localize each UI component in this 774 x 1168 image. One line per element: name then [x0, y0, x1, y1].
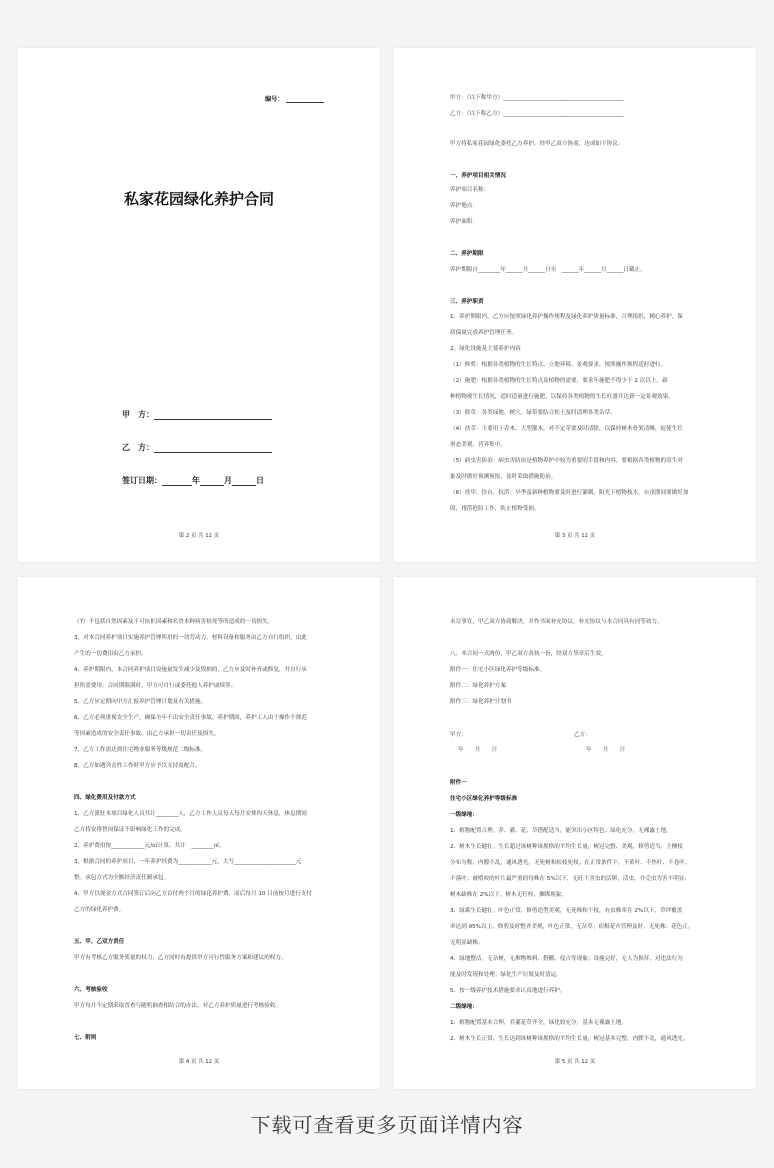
page-footer: 第 3 页 共 12 页 [554, 533, 596, 539]
body-line: 乙方将安排替岗保证不影响绿化工作的完成。 [74, 827, 186, 833]
body-line: 3、绿篱生长健壮。叶色正常，修剪造型美观，无死株和干枝，有虫株率在 2%以下，草坪覆盖 [450, 908, 683, 914]
body-line: 甲方有考核乙方服务质量的权力，乙方同时有提供甲方可行性服务方案和建议的权力。 [74, 955, 287, 961]
contract-title: 私家花园绿化养护合同 [123, 190, 274, 208]
body-line: 3、根据合同的养护项目，一年养护经费为____________元，大写______________________元 [74, 859, 302, 865]
body-line: 八、本合同一式两份，甲乙双方各执一份，经双方签章后生效。 [450, 651, 607, 657]
body-line: 4、绿地整洁，无杂树，无堆物堆料、搭棚、侵占等现象；设施完好，无人为损坏，对违法行为 [450, 956, 683, 962]
body-line: （2）施肥：根据各类植物的生长特点及植物的需要，要求年施肥不得少于 2 次以上，新 [450, 378, 668, 384]
contract-page-3 [394, 48, 756, 562]
serial-number-blank [286, 96, 324, 103]
section-heading: 三、养护职责 [450, 299, 484, 305]
body-line: 1、植物配置合理。乔、灌、花、草搭配适当，能突出小区特色；绿化充分，无裸露土地。 [450, 828, 672, 834]
body-line: 3、对本合同养护项目实施养护管理所用的一切劳动力、材料设备和服务由乙方自行组织，由此 [74, 635, 307, 641]
body-line: 种植物视生长情况，适时适量进行施肥，以保持各类植物的生长旺盛并达到一定景观效果。 [450, 394, 674, 400]
body-line: 4、甲方以现金方式合同签订后向乙方首付两个月的绿化养护费，而后每月 10 日前按月进行支付 [74, 891, 312, 897]
signature-date-a: 年 月 日 [458, 747, 498, 753]
signature-party-a: 甲方： [450, 732, 467, 738]
body-line: 未尽事宜，甲乙双方协商解决，并作书面补充协议，补充协议与本合同具有同等效力。 [450, 619, 663, 625]
body-line: 乙方的绿化养护费。 [74, 907, 125, 913]
signature-date-b: 年 月 日 [586, 747, 626, 753]
body-line: 附件一：住宅小区绿化养护等级标准。 [450, 667, 546, 673]
sign-date-month: 月 [224, 476, 232, 485]
serial-number-label: 编号： [265, 96, 284, 103]
section-heading: 四、绿化费用及付款方式 [74, 795, 136, 801]
body-line: 养护面积： [450, 219, 478, 225]
body-line: 1、养护期限内，乙方应按照绿化养护操作规程及绿化养护质量标准，合理组织，精心养护，保 [450, 314, 683, 320]
body-line: 1、乙方派驻本项目绿化人员共计________人，乙方工作人员每人每月安排四天休息，休息期间 [74, 811, 307, 817]
page-footer: 第 2 页 共 12 页 [178, 533, 220, 539]
body-line: （5）病虫害防治：病虫害防治是植物养护中较为重要的手段和内容，要根据各类植物的寄生对 [450, 458, 683, 464]
body-line: 等因素造成的安全责任事故，由乙方承担一切责任及损失。 [74, 731, 220, 737]
contract-page-4 [18, 577, 380, 1089]
party-b-blank [154, 443, 272, 453]
body-line: 率达到 95%以上，修剪及时整齐美观，叶色正常，无杂草；宿根花卉管理及时，无死株；花色正， [450, 924, 694, 930]
party-a-field [122, 409, 272, 420]
body-line: 附件三：绿化养护计划书 [450, 699, 512, 705]
body-line: 1、植物配置基本合理，乔灌花草齐全，绿化较充分，基本无裸露土地。 [450, 1020, 627, 1026]
section-heading: 五、甲、乙双方责任 [74, 939, 125, 945]
section-heading: 七、附则 [74, 1035, 97, 1041]
sign-date-year: 年 [192, 476, 200, 485]
body-line: 不落叶；被啃咬的叶片最严重的每株在 5%以下，无旺干害虫的活卵、活虫，介壳虫为害不明显； [450, 876, 690, 882]
body-line: 产生的一切费用由乙方承担。 [74, 651, 147, 657]
contract-page-5 [394, 577, 756, 1089]
body-line: 乙方：（以下称乙方）___________________________________________ [450, 111, 624, 117]
body-line: 7、乙方工作需达到住宅物业服务等级规范二级标准。 [74, 747, 207, 753]
body-line: 整。承包方式为全额经济责任制承包。 [74, 875, 170, 881]
body-line: 养护地点： [450, 203, 478, 209]
body-line: 5、按一级养护技术措施要求认真地进行养护。 [450, 988, 566, 994]
sign-date-field [122, 475, 264, 486]
section-heading: 二、养护期限 [450, 251, 484, 257]
body-line: 附件二：绿化养护方案 [450, 683, 506, 689]
body-line: 甲方每月不定期采取普查与随机抽查相结合的办法，对乙方养护质量进行考核验收。 [74, 1003, 281, 1009]
signature-party-b: 乙方： [574, 732, 591, 738]
party-b-field [122, 442, 272, 453]
body-line: 甲方：（以下称甲方）___________________________________________ [450, 95, 624, 101]
section-heading: 一级绿地： [450, 812, 478, 818]
body-line: （1）修剪：根据各类植物的生长特点、立地环境、景观要求，按照操作规程适时进行。 [450, 362, 667, 368]
contract-cover-page [18, 48, 380, 562]
day-blank [232, 476, 256, 486]
body-line: 无明显缺株。 [450, 940, 484, 946]
section-heading: 一、养护项目相关情况 [450, 173, 506, 179]
party-a-blank [154, 410, 272, 420]
month-blank [200, 476, 224, 486]
body-line: 8、乙方如遇突击性工作时甲方应予以支持及配合。 [74, 763, 201, 769]
body-line: 质保量完成养护管理任务。 [450, 330, 518, 336]
body-line: 2、树木生长健壮。生长超过该树种该规格的平均生长量，树冠完整、美观，修剪适当，主侧枝 [450, 844, 683, 850]
body-line: 固，排涝抢险工作，防止植物受损。 [450, 506, 540, 512]
section-heading: 六、考核验收 [74, 987, 108, 993]
body-line: 能及时发现和处理；绿化生产垃圾及时清运。 [450, 972, 562, 978]
sign-date-day: 日 [256, 476, 264, 485]
download-caption: 下载可查看更多页面详情内容 [250, 1113, 524, 1137]
body-line: 4、养护期限内，本合同养护项目设施量发生减少及毁损的，乙方应及时补齐或修复，并自行承 [74, 667, 307, 673]
party-b-label: 乙 方： [122, 443, 154, 452]
body-line: （7）不包括自然因素及不可抗拒因素和名贵木种病害枯死等所造成的一切损失。 [74, 619, 274, 625]
body-line: 甲方将私家花园绿化委托乙方养护，经甲乙双方协商，达成如下协议： [450, 141, 624, 147]
section-heading: 住宅小区绿化养护等级标准 [450, 796, 518, 802]
body-line: 2、养护费用按____________元/㎡计算，共计 ________㎡。 [74, 843, 225, 849]
body-line: 养护期限自________年______月______日至 ______年______月______日截止。 [450, 267, 646, 273]
body-line: 养护项目名称： [450, 187, 490, 193]
serial-number-field [265, 94, 324, 103]
year-blank [162, 476, 192, 486]
body-line: 2、树木生长正常，生长达到该树种该规格的平均生长量，树冠基本完整，内膛不乱，通风透光。 [450, 1036, 689, 1042]
body-line: （4）扶芽：主要用于乔木、大型灌木，对不定芽要及时清除，以保持树木骨架清晰，促使生长 [450, 426, 683, 432]
body-line: 形态美观，营养集中。 [450, 442, 506, 448]
sign-date-label: 签订日期： [122, 476, 162, 485]
body-line: 分布匀称，内膛不乱，通风透光。无死树和枯枝死杈；在正常条件下，不黄叶、不焦叶、不卷叶、 [450, 860, 691, 866]
section-heading: 附件一 [450, 780, 467, 786]
page-footer: 第 5 页 共 12 页 [554, 1059, 596, 1065]
page-footer: 第 4 页 共 12 页 [178, 1059, 220, 1065]
body-line: 象及时做好预测预报，及时采取措施防治。 [450, 474, 557, 480]
body-line: 2、绿化设施及主要养护内容 [450, 346, 521, 352]
section-heading: 二级绿地： [450, 1004, 478, 1010]
body-line: 5、乙方应定期向甲方汇报养护管理计划及有关措施。 [74, 699, 207, 705]
body-line: 6、乙方必须重视安全生产，确保全年不出安全责任事故。养护期间，养护工人由于操作不规范 [74, 715, 307, 721]
body-line: 担所需费用。合同期限满时，甲方可自行或委托他人养护或续签。 [74, 683, 237, 689]
body-line: 树木缺株在 2%以下，树木无钉栓、捆绑现象。 [450, 892, 567, 898]
party-a-label: 甲 方： [122, 410, 154, 419]
body-line: （3）除草：各类绿地、树穴、绿带要结合松土及时清理各类杂草。 [450, 410, 616, 416]
body-line: （6）扶甲、扶台、抗涝：早季及新种植物要及时进行灌溉，阳光下植物枝水，台汛期间要做好加 [450, 490, 689, 496]
